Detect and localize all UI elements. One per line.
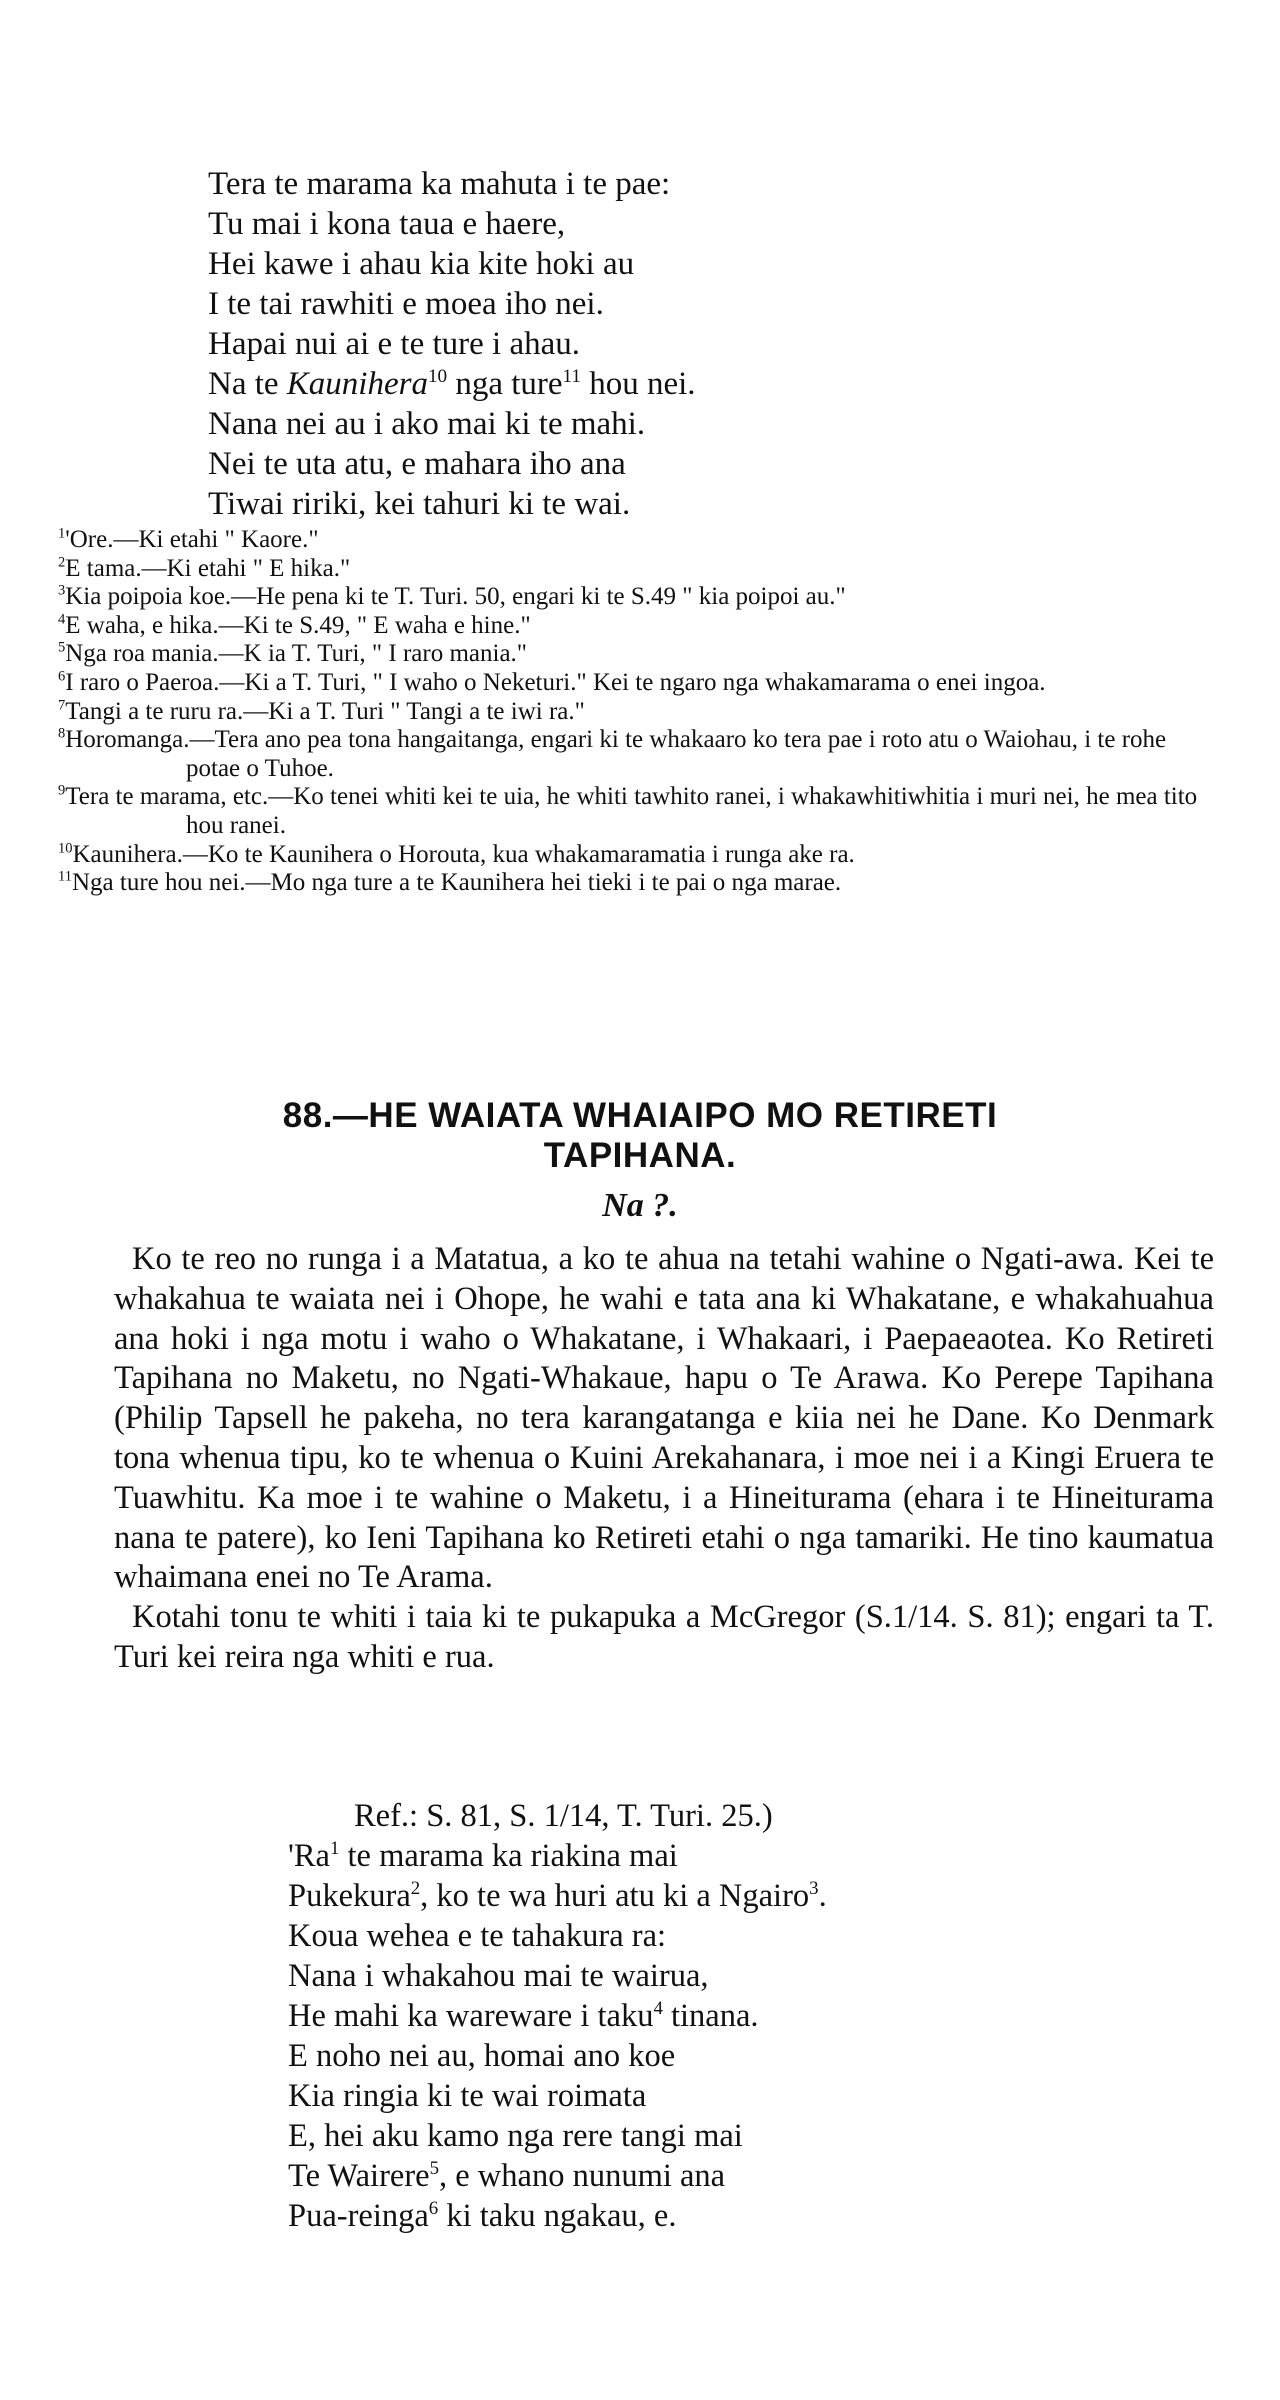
song-introduction	[114, 1240, 1214, 1678]
footnote-number: 2	[58, 554, 66, 571]
footnote-number: 11	[58, 868, 72, 885]
footnote-number: 6	[58, 668, 66, 685]
song-author: Na ?.	[602, 1187, 678, 1224]
poem-line: Tu mai i kona taua e haere,	[208, 206, 566, 242]
footnote	[58, 783, 1208, 840]
footnote-ref: 10	[427, 366, 448, 387]
footnote-number: 4	[58, 611, 66, 628]
poem-line	[208, 364, 1108, 404]
footnote-text: Nga ture hou nei.—Mo nga ture a te Kaunihera hei tieki i te pai o nga marae.	[71, 869, 842, 897]
footnote-ref: 3	[809, 1878, 819, 1900]
verse-text: , e whano nunumi ana	[439, 2158, 726, 2194]
footnote-number: 9	[58, 783, 66, 800]
verse-line: E noho nei au, homai ano koe	[288, 2038, 676, 2074]
poem-text: nga ture	[455, 366, 563, 402]
paragraph: Ko te reo no runga i a Matatua, a ko te ahua na tetahi wahine o Ngati-awa. Kei te whakahua te waiata nei i Ohope, he wahi e tata ana ki Whakatane, e whakahuahua ana hoki i nga motu i waho o Whakatane, i Whakaari, i Paepaeaotea. Ko Retireti Tapihana no Maketu, no Ngati-Whakaue, hapu o Te Arawa. Ko Perepe Tapihana (Philip Tapsell he pakeha, no tera karangatanga e kiia nei he Dane. Ko Denmark tona whenua tipu, ko te whenua o Kuini Arekahanara, i moe nei i a Kingi Eruera te Tuawhitu. Ka moe i te wahine o Maketu, i a Hineiturama (ehara i te Hineiturama nana te patere), ko Ieni Tapihana ko Retireti etahi o nga tamariki. He tino kaumatua whaimana enei no Te Arama.	[114, 1241, 1214, 1596]
poem-text: hou nei.	[589, 366, 696, 402]
verse-text: Te Wairere	[288, 2158, 430, 2194]
footnotes	[58, 526, 1208, 898]
verse-text: .	[818, 1878, 827, 1914]
footnote-text: Kia poipoia koe.—He pena ki te T. Turi. 50, engari ki te S.49 " kia poipoi au."	[65, 583, 846, 611]
footnote	[58, 640, 1208, 669]
footnote-number: 5	[58, 640, 66, 657]
poem-line: Hei kawe i ahau kia kite hoki au	[208, 246, 635, 282]
footnote-number: 1	[58, 525, 66, 542]
song-heading-line: TAPIHANA.	[543, 1136, 737, 1175]
footnote	[58, 841, 1208, 870]
song-reference: Ref.: S. 81, S. 1/14, T. Turi. 25.)	[354, 1798, 773, 1834]
poem-line: Nei te uta atu, e mahara iho ana	[208, 446, 626, 482]
verse-line	[288, 1996, 1188, 2036]
poem-line: Tiwai ririki, kei tahuri ki te wai.	[208, 486, 631, 522]
footnote-text: Tangi a te ruru ra.—Ki a T. Turi " Tangi a te iwi ra."	[65, 697, 585, 725]
footnote-text: E waha, e hika.—Ki te S.49, " E waha e hine."	[65, 611, 531, 639]
footnote-text: 'Ore.—Ki etahi " Kaore."	[65, 526, 319, 553]
footnote-text: E tama.—Ki etahi " E hika."	[65, 554, 351, 582]
footnote-number: 3	[58, 582, 66, 599]
verse-line	[288, 2156, 1188, 2196]
verse-text: tinana.	[671, 1998, 759, 2034]
footnote-text: Tera te marama, etc.—Ko tenei whiti kei te uia, he whiti tawhito ranei, i whakawhitiwhitia i muri nei, he mea tito hou ranei.	[65, 783, 1198, 839]
poem-line: Hapai nui ai e te ture i ahau.	[208, 326, 581, 362]
verse-text: , ko te wa huri atu ki a Ngairo	[420, 1878, 810, 1914]
footnote	[58, 869, 1208, 898]
footnote-number: 7	[58, 697, 66, 714]
footnote-ref: 5	[429, 2158, 439, 2180]
verse-text: Pua-reinga	[288, 2198, 429, 2234]
paragraph: Kotahi tonu te whiti i taia ki te pukapuka a McGregor (S.1/14. S. 81); engari ta T. Turi kei reira nga whiti e rua.	[114, 1599, 1214, 1675]
footnote	[58, 526, 1208, 555]
footnote-ref: 6	[428, 2198, 439, 2220]
song-heading-line: 88.—HE WAIATA WHAIAIPO MO RETIRETI	[282, 1096, 998, 1135]
verse-text: te marama ka riakina mai	[347, 1838, 678, 1874]
song-heading	[0, 1096, 1280, 1176]
verse-line	[288, 1876, 1188, 1916]
poem-top	[208, 164, 1108, 524]
footnote-ref: 4	[653, 1998, 663, 2020]
footnote-text: I raro o Paeroa.—Ki a T. Turi, " I waho o Neketuri." Kei te ngaro nga whakamarama o enei ingoa.	[65, 668, 1046, 696]
poem-text: Na te	[208, 366, 279, 402]
poem-italic-word: Kaunihera	[286, 366, 428, 402]
footnote-text: Kaunihera.—Ko te Kaunihera o Horouta, kua whakamaramatia i runga ake ra.	[72, 840, 855, 868]
poem-line: Nana nei au i ako mai ki te mahi.	[208, 406, 646, 442]
verse-text: ki taku ngakau, e.	[446, 2198, 677, 2234]
poem-line: Tera te marama ka mahuta i te pae:	[208, 166, 671, 202]
verse-line: Kia ringia ki te wai roimata	[288, 2078, 647, 2114]
footnote-number: 10	[58, 840, 73, 857]
footnote	[58, 583, 1208, 612]
footnote-text: Nga roa mania.—K ia T. Turi, " I raro mania."	[65, 640, 527, 668]
verse-line: E, hei aku kamo nga rere tangi mai	[288, 2118, 743, 2154]
footnote-ref: 11	[562, 366, 581, 387]
verse-text: Pukekura	[288, 1878, 411, 1914]
footnote	[58, 555, 1208, 584]
footnote	[58, 698, 1208, 727]
verse-line: Koua wehea e te tahakura ra:	[288, 1918, 667, 1954]
verse-text: 'Ra	[288, 1838, 330, 1874]
footnote-text: Horomanga.—Tera ano pea tona hangaitanga, engari ki te whakaaro ko tera pae i roto atu o Waiohau, i te rohe potae o Tuhoe.	[65, 726, 1167, 782]
verse-line: Nana i whakahou mai te wairua,	[288, 1958, 709, 1994]
footnote	[58, 726, 1208, 783]
verse-line	[288, 1836, 1188, 1876]
footnote-ref: 2	[410, 1878, 421, 1900]
verse-line	[288, 2196, 1188, 2236]
song-verse	[288, 1836, 1188, 2236]
footnote-number: 8	[58, 725, 66, 742]
footnote-ref: 1	[329, 1838, 340, 1860]
poem-line: I te tai rawhiti e moea iho nei.	[208, 286, 604, 322]
footnote	[58, 612, 1208, 641]
verse-text: He mahi ka wareware i taku	[288, 1998, 654, 2034]
footnote	[58, 669, 1208, 698]
